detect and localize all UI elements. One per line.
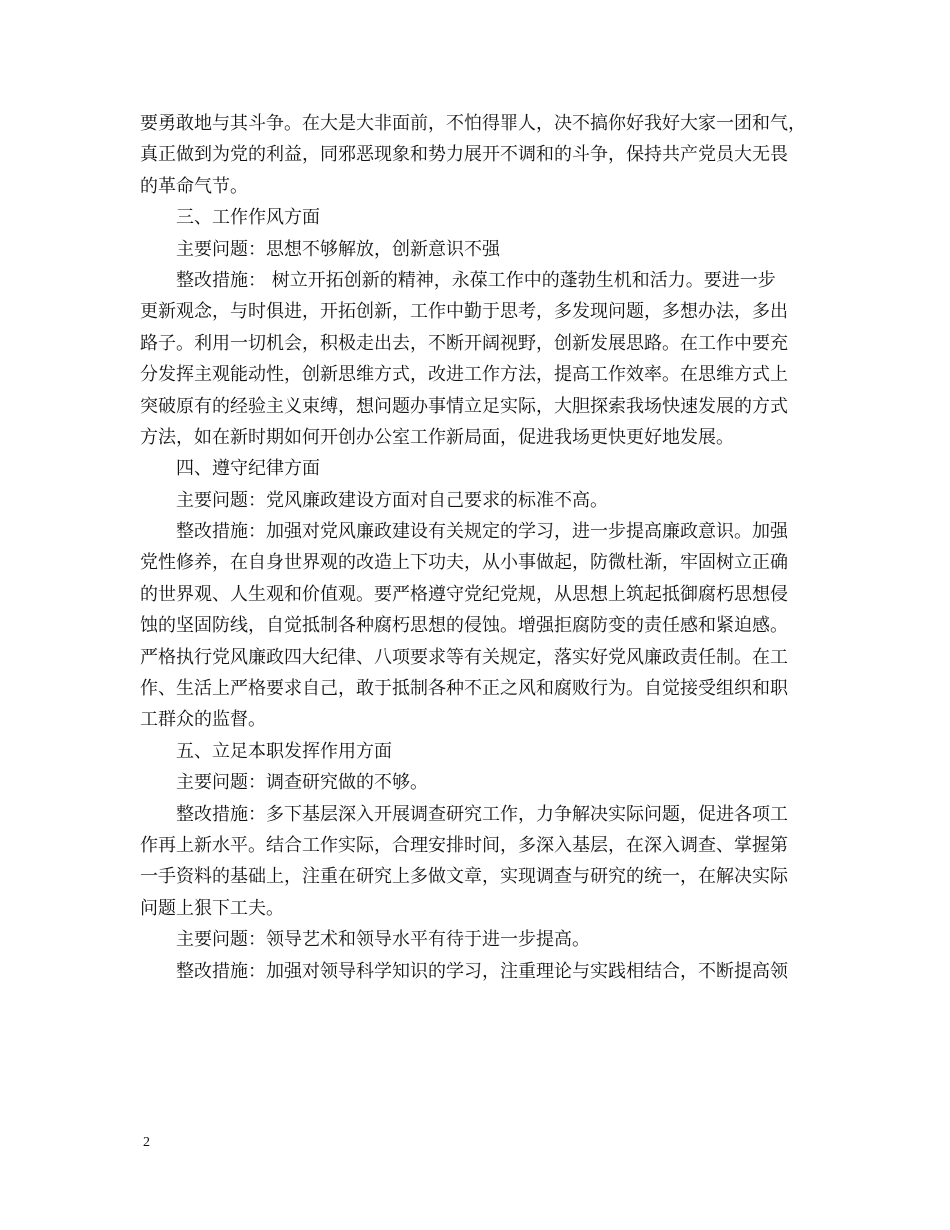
- paragraph-line: 五、立足本职发挥作用方面: [176, 740, 392, 762]
- paragraph-line: 分发挥主观能动性，创新思维方式，改进工作方法，提高工作效率。在思维方式上: [140, 364, 788, 386]
- paragraph-line: 主要问题：调查研究做的不够。: [176, 772, 428, 794]
- paragraph-line: 整改措施：加强对党风廉政建设有关规定的学习，进一步提高廉政意识。加强: [176, 521, 788, 543]
- paragraph-line: 突破原有的经验主义束缚，想问题办事情立足实际，大胆探索我场快速发展的方式: [140, 395, 788, 417]
- paragraph-line: 主要问题：思想不够解放，创新意识不强: [176, 238, 500, 260]
- paragraph-line: 整改措施：加强对领导科学知识的学习，注重理论与实践相结合，不断提高领: [176, 960, 788, 982]
- page-number: 2: [143, 1135, 150, 1150]
- paragraph-line: 严格执行党风廉政四大纪律、八项要求等有关规定，落实好党风廉政责任制。在工: [140, 646, 788, 668]
- paragraph-line: 一手资料的基础上，注重在研究上多做文章，实现调查与研究的统一，在解决实际: [140, 866, 788, 888]
- paragraph-line: 路子。利用一切机会，积极走出去，不断开阔视野，创新发展思路。在工作中要充: [140, 332, 788, 354]
- document-body: [140, 108, 823, 987]
- paragraph-line: 整改措施：多下基层深入开展调查研究工作，力争解决实际问题，促进各项工: [176, 803, 788, 825]
- paragraph-line: 更新观念，与时俱进，开拓创新，工作中勤于思考，多发现问题，多想办法，多出: [140, 301, 788, 323]
- paragraph-line: 党性修养，在自身世界观的改造上下功夫，从小事做起，防微杜渐，牢固树立正确: [140, 552, 788, 574]
- paragraph-line: 主要问题：领导艺术和领导水平有待于进一步提高。: [176, 929, 590, 951]
- paragraph-line: 四、遵守纪律方面: [176, 458, 320, 480]
- paragraph-line: 真正做到为党的利益，同邪恶现象和势力展开不调和的斗争，保持共产党员大无畏: [140, 144, 788, 166]
- paragraph-line: 的革命气节。: [140, 175, 248, 197]
- paragraph-line: 蚀的坚固防线，自觉抵制各种腐朽思想的侵蚀。增强拒腐防变的责任感和紧迫感。: [140, 615, 788, 637]
- paragraph-line: 整改措施： 树立开拓创新的精神，永葆工作中的蓬勃生机和活力。要进一步: [176, 269, 776, 291]
- paragraph-line: 的世界观、人生观和价值观。要严格遵守党纪党规，从思想上筑起抵御腐朽思想侵: [140, 583, 788, 605]
- paragraph-line: 作再上新水平。结合工作实际，合理安排时间，多深入基层，在深入调查、掌握第: [140, 834, 788, 856]
- paragraph-line: 工群众的监督。: [140, 709, 266, 731]
- paragraph-line: 问题上狠下工夫。: [140, 897, 284, 919]
- paragraph-line: 三、工作作风方面: [176, 207, 320, 229]
- paragraph-line: 作、生活上严格要求自己，敢于抵制各种不正之风和腐败行为。自觉接受组织和职: [140, 678, 788, 700]
- paragraph-line: 方法，如在新时期如何开创办公室工作新局面，促进我场更快更好地发展。: [140, 426, 734, 448]
- paragraph-line: 要勇敢地与其斗争。在大是大非面前，不怕得罪人，决不搞你好我好大家一团和气，: [140, 113, 806, 134]
- paragraph-line: 主要问题：党风廉政建设方面对自己要求的标准不高。: [176, 489, 608, 511]
